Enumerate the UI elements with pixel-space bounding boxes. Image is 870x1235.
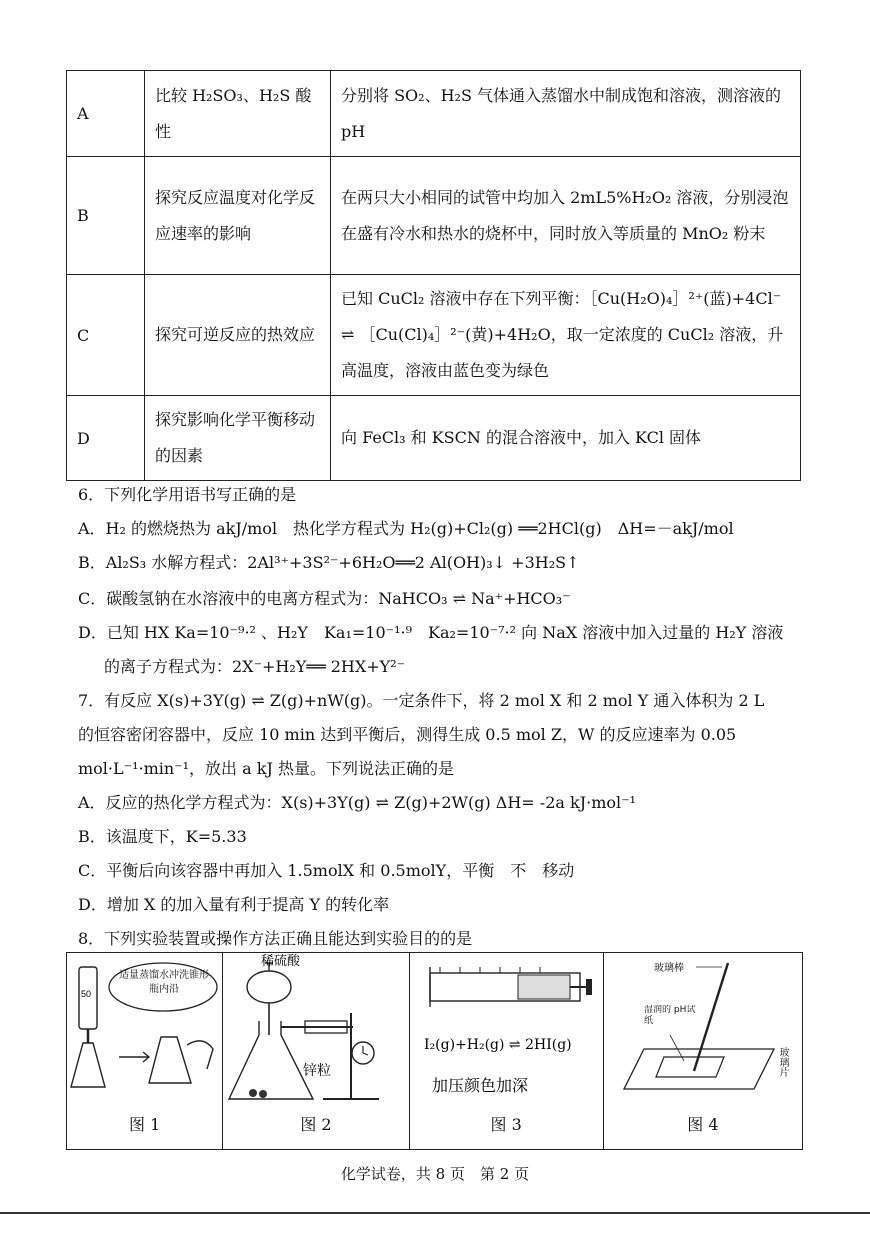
table-row: [67, 157, 801, 275]
question-7-stem: 7．有反应 X(s)+3Y(g) ⇌ Z(g)+nW(g)。一定条件下，将 2 mol X 和 2 mol Y 通入体积为 2 L: [78, 691, 765, 710]
bottom-rule: [0, 1212, 870, 1214]
row-aim: 探究反应温度对化学反应速率的影响: [145, 157, 331, 275]
q6-option-a: A．H₂ 的燃烧热为 akJ/mol 热化学方程式为 H₂(g)+Cl₂(g) ══2HCl(g) ΔH=－akJ/mol: [78, 519, 734, 538]
figure-3-note: 加压颜色加深: [431, 1076, 528, 1095]
q6-option-b: B．Al₂S₃ 水解方程式：2Al³⁺+3S²⁻+6H₂O══2 Al(OH)₃↓ +3H₂S↑: [78, 553, 580, 572]
q7-option-c: C．平衡后向该容器中再加入 1.5molX 和 0.5molY，平衡 不 移动: [78, 861, 575, 880]
row-method: 已知 CuCl₂ 溶液中存在下列平衡：［Cu(H₂O)₄］²⁺(蓝)+4Cl⁻ ⇌ ［Cu(Cl)₄］²⁻(黄)+4H₂O，取一定浓度的 CuCl₂ 溶液，升高温度，溶液由蓝色变为绿色: [331, 275, 801, 396]
row-letter: D: [67, 396, 145, 481]
row-letter: B: [67, 157, 145, 275]
q7-option-a: A．反应的热化学方程式为：X(s)+3Y(g) ⇌ Z(g)+2W(g) ΔH= -2a kJ·mol⁻¹: [78, 793, 636, 812]
q7-option-b: B．该温度下，K=5.33: [78, 827, 247, 846]
question-6-stem: 6．下列化学用语书写正确的是: [78, 485, 297, 504]
row-method: 在两只大小相同的试管中均加入 2mL5%H₂O₂ 溶液，分别浸泡在盛有冷水和热水的烧杯中，同时放入等质量的 MnO₂ 粉末: [331, 157, 801, 275]
label-dilute-acid: 稀硫酸: [261, 954, 301, 969]
question-8-stem: 8．下列实验装置或操作方法正确且能达到实验目的的是: [78, 929, 473, 948]
table-row: [67, 275, 801, 396]
figure-2-drawing: [223, 953, 409, 1103]
table-row: [67, 396, 801, 481]
figure-1-drawing: [67, 953, 223, 1103]
label-ph-paper: 湿润的 pH试纸: [643, 1005, 696, 1026]
figure-3-drawing: [410, 953, 604, 1103]
figure-1: [67, 953, 223, 1149]
figure-2-caption: 图 2: [300, 1115, 332, 1134]
row-letter: A: [67, 71, 145, 157]
q6-option-d-cont: 的离子方程式为：2X⁻+H₂Y══ 2HX+Y²⁻: [104, 657, 406, 676]
table-row: [67, 71, 801, 157]
figure-4-drawing: [604, 953, 803, 1103]
label-zinc: 锌粒: [303, 1063, 332, 1079]
figure-1-bubble: 适量蒸馏水冲洗锥形瓶内沿: [119, 970, 209, 995]
figure-3-equation: I₂(g)+H₂(g) ⇌ 2HI(g): [423, 1037, 572, 1053]
burette-mark: 50: [81, 989, 92, 999]
row-aim: 探究可逆反应的热效应: [145, 275, 331, 396]
q7-option-d: D．增加 X 的加入量有利于提高 Y 的转化率: [78, 895, 390, 914]
figure-3: [410, 953, 604, 1149]
figure-4-caption: 图 4: [687, 1115, 719, 1134]
question-7-stem-2: 的恒容密闭容器中，反应 10 min 达到平衡后，测得生成 0.5 mol Z，W 的反应速率为 0.05: [78, 725, 737, 744]
figures-row: [66, 952, 803, 1150]
question-7-stem-3: mol·L⁻¹·min⁻¹，放出 a kJ 热量。下列说法正确的是: [78, 759, 454, 778]
row-aim: 探究影响化学平衡移动的因素: [145, 396, 331, 481]
row-method: 分别将 SO₂、H₂S 气体通入蒸馏水中制成饱和溶液，测溶液的 pH: [331, 71, 801, 157]
figure-3-caption: 图 3: [490, 1115, 522, 1134]
figure-2: [223, 953, 409, 1149]
page-footer: 化学试卷，共 8 页 第 2 页: [340, 1165, 530, 1183]
row-method: 向 FeCl₃ 和 KSCN 的混合溶液中，加入 KCl 固体: [331, 396, 801, 481]
figure-1-caption: 图 1: [129, 1115, 161, 1134]
figure-4: [604, 953, 802, 1149]
q6-option-d: D．已知 HX Ka=10⁻⁹·² 、H₂Y Ka₁=10⁻¹·⁹ Ka₂=10⁻⁷·² 向 NaX 溶液中加入过量的 H₂Y 溶液: [78, 623, 784, 642]
label-glass-rod: 玻璃棒: [653, 963, 684, 974]
row-letter: C: [67, 275, 145, 396]
label-glass-plate: 玻璃片: [776, 1047, 788, 1077]
q6-option-c: C．碳酸氢钠在水溶液中的电离方程式为：NaHCO₃ ⇌ Na⁺+HCO₃⁻: [78, 589, 571, 608]
options-table: [66, 70, 801, 481]
row-aim: 比较 H₂SO₃、H₂S 酸性: [145, 71, 331, 157]
